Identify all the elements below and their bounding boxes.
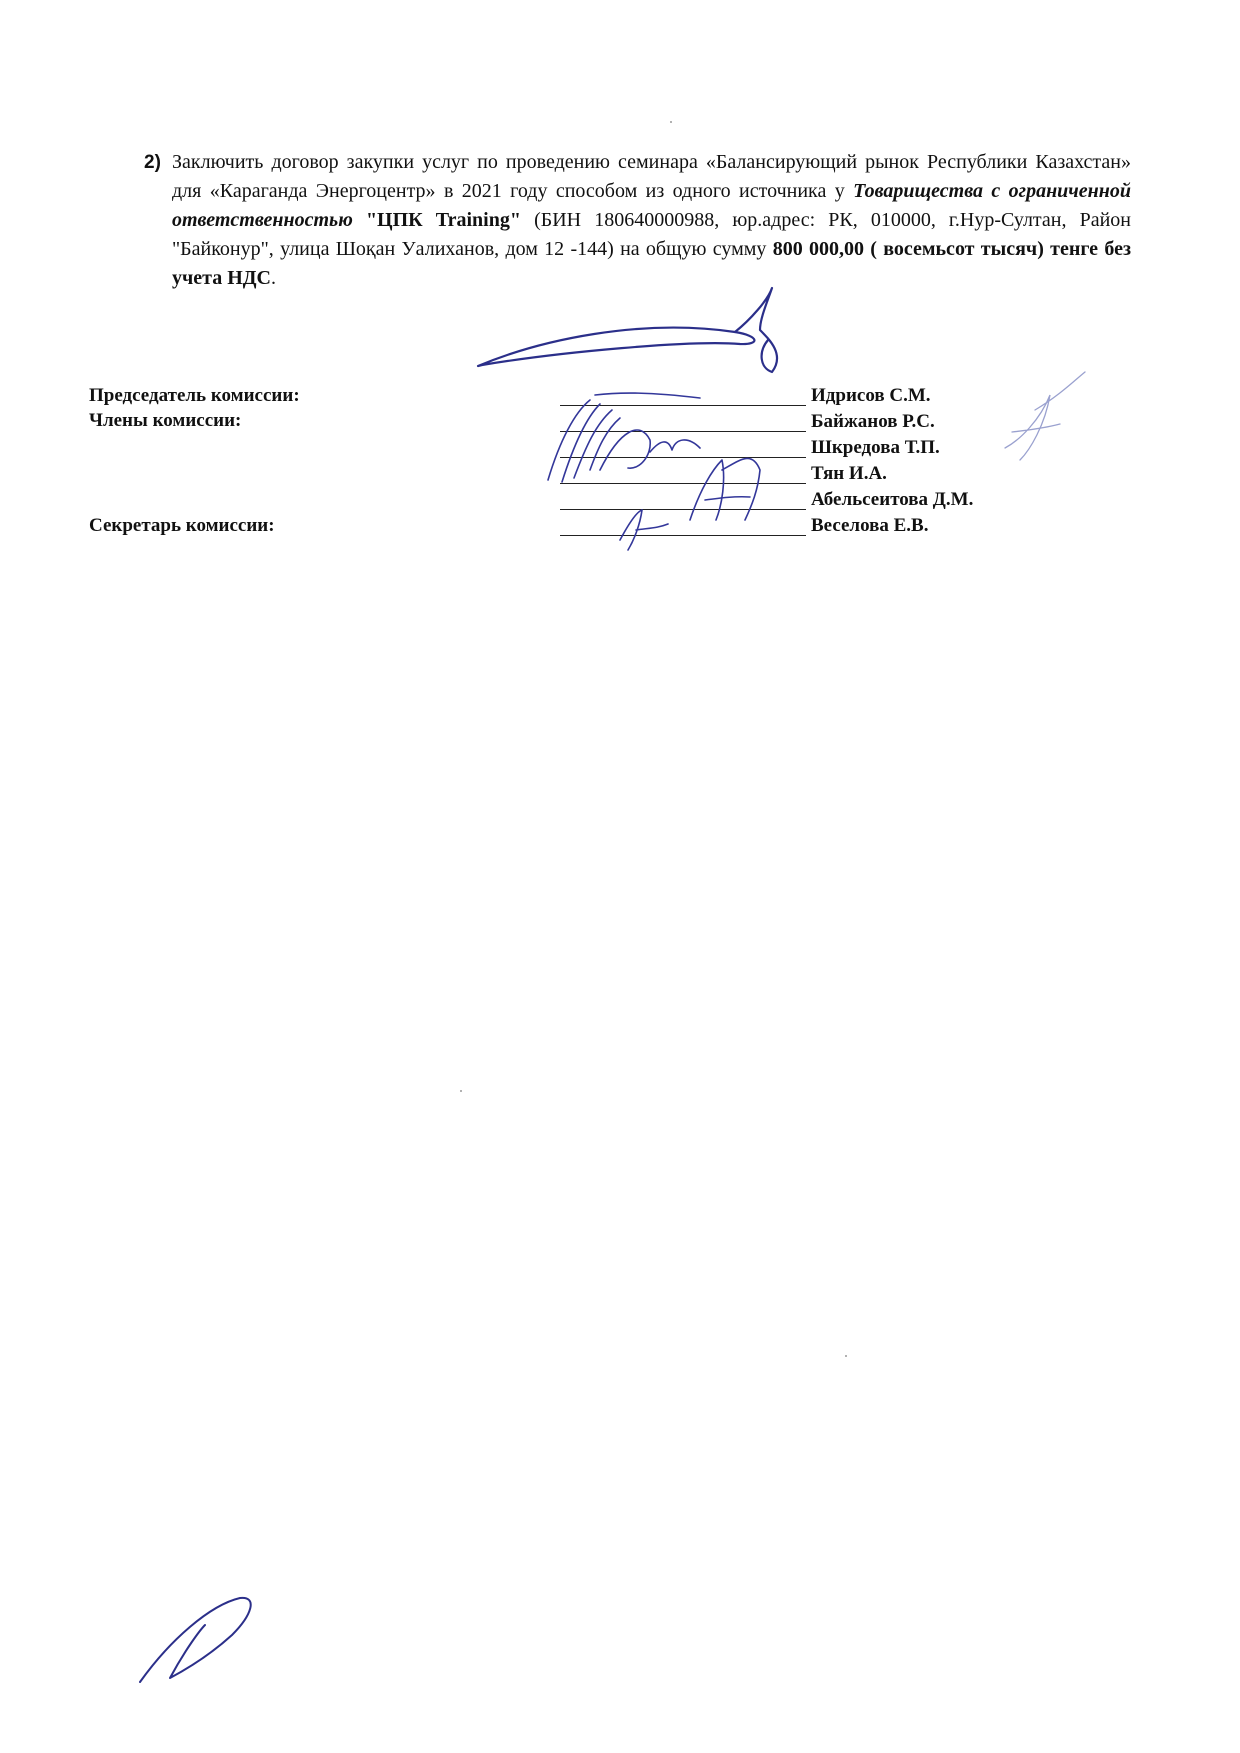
- text-segment: Заключить договор закупки услуг по проведению семинара «Балансирующий рынок Республики Казахстан» для «Караганда Энергоцентр» в 2021 году способом из одного источника у: [172, 151, 1131, 202]
- contract-amount: 800 000,00 ( восемьсот тысяч) тенге без учета НДС: [172, 238, 1131, 289]
- signature-line: [560, 509, 806, 510]
- scan-speck: [670, 121, 672, 123]
- supplier-legal-form: Товарищества с ограниченной ответственностью: [172, 180, 1131, 231]
- signature-line: [560, 405, 806, 406]
- signatory-name: Байжанов Р.С.: [811, 411, 935, 432]
- signatory-name: Веселова Е.В.: [811, 515, 929, 536]
- item-number: 2): [144, 152, 161, 173]
- signature-line: [560, 535, 806, 536]
- supplier-name: "ЦПК Training": [365, 209, 521, 231]
- text-segment: (БИН 180640000988, юр.адрес: РК, 010000, г.Нур-Султан, Район "Байконур", улица Шоқан Уалиханов, дом 12 -144) на общую сумму: [172, 209, 1132, 260]
- signatory-name: Идрисов С.М.: [811, 385, 931, 406]
- signatory-name: Абельсеитова Д.М.: [811, 489, 974, 510]
- scan-speck: [460, 1090, 462, 1092]
- members-label: Члены комиссии:: [89, 410, 242, 431]
- signature-line: [560, 483, 806, 484]
- scan-speck: [845, 1355, 847, 1357]
- signature-line: [560, 431, 806, 432]
- signatory-name: Шкредова Т.П.: [811, 437, 940, 458]
- chairman-label: Председатель комиссии:: [89, 385, 300, 406]
- secretary-label: Секретарь комиссии:: [89, 515, 275, 536]
- text-segment: .: [270, 267, 276, 289]
- signatory-name: Тян И.А.: [811, 463, 887, 484]
- signature-line: [560, 457, 806, 458]
